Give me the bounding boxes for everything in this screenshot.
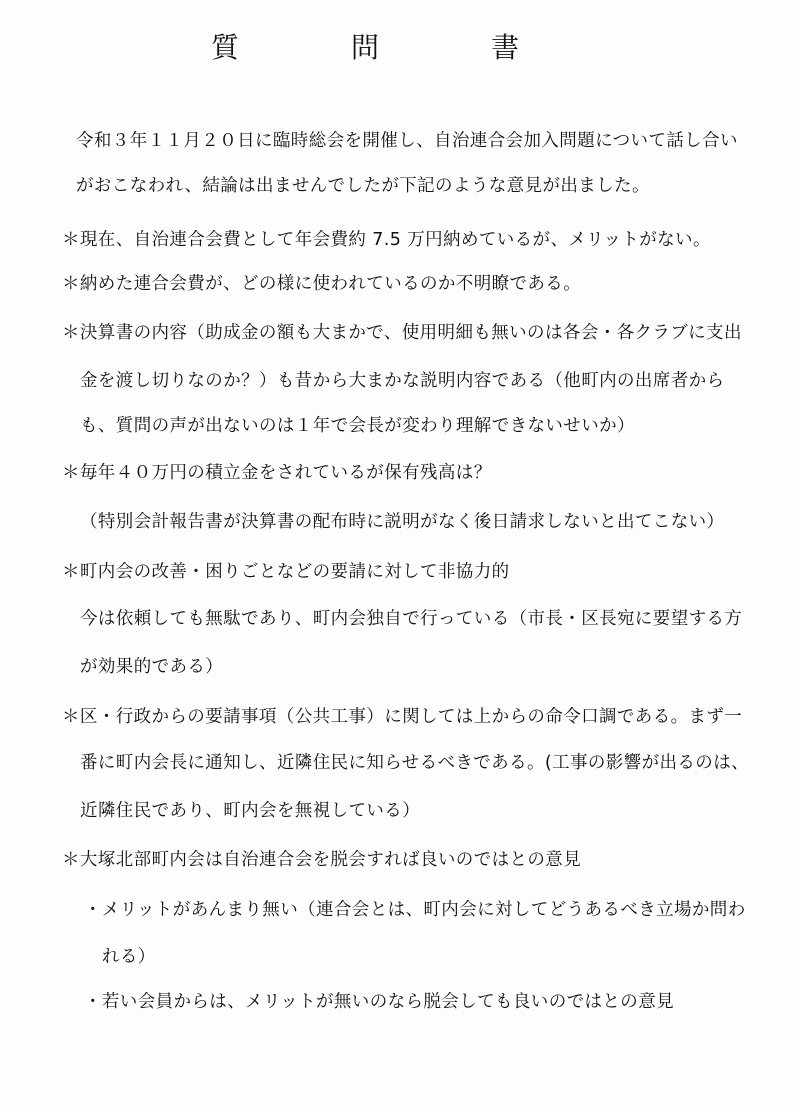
item-withdrawal-line-3: れる）: [102, 947, 156, 967]
item-noncooperation-line-1: ＊町内会の改善・困りごとなどの要請に対して非協力的: [62, 562, 510, 582]
item-withdrawal-line-2: ・メリットがあんまり無い（連合会とは、町内会に対してどうあるべき立場か問わ: [84, 900, 746, 920]
item-reserve-line-1: ＊毎年４０万円の積立金をされているが保有残高は？: [62, 463, 492, 483]
item-unclear-usage: ＊納めた連合会費が、どの様に使われているのか不明瞭である。: [62, 274, 582, 294]
intro-line-2: がおこなわれ、結論は出ませんでしたが下記のような意見が出ました。: [76, 176, 650, 196]
item-withdrawal-line-1: ＊大塚北部町内会は自治連合会を脱会すれば良いのではとの意見: [62, 850, 582, 870]
item-reserve-line-2: （特別会計報告書が決算書の配布時に説明がなく後日請求しないと出てこない）: [80, 512, 725, 532]
item-settlement-line-3: も、質問の声が出ないのは１年で会長が変わり理解できないせいか）: [80, 416, 635, 436]
item-settlement-line-2: 金を渡し切りなのか？）も昔から大まかな説明内容である（他町内の出席者から: [80, 371, 725, 391]
item-settlement-line-1: ＊決算書の内容（助成金の額も大まかで、使用明細も無いのは各会・各クラブに支出: [62, 323, 742, 343]
document-title: 質 問 書: [210, 31, 561, 64]
item-public-works-line-2: 番に町内会長に通知し、近隣住民に知らせるべきである。(工事の影響が出るのは、: [80, 753, 749, 773]
item-public-works-line-3: 近隣住民であり、町内会を無視している）: [80, 801, 421, 821]
item-noncooperation-line-3: が効果的である）: [80, 657, 224, 677]
intro-line-1: 令和３年１１月２０日に臨時総会を開催し、自治連合会加入問題について話し合い: [76, 131, 738, 151]
item-noncooperation-line-2: 今は依頼しても無駄であり、町内会独自で行っている（市長・区長宛に要望する方: [80, 609, 743, 629]
item-withdrawal-line-4: ・若い会員からは、メリットが無いのなら脱会しても良いのではとの意見: [84, 992, 674, 1012]
item-public-works-line-1: ＊区・行政からの要請事項（公共工事）に関しては上からの命令口調である。まず一: [62, 707, 743, 727]
item-current-fee: ＊現在、自治連合会費として年会費約 7.5 万円納めているが、メリットがない。: [62, 230, 711, 250]
